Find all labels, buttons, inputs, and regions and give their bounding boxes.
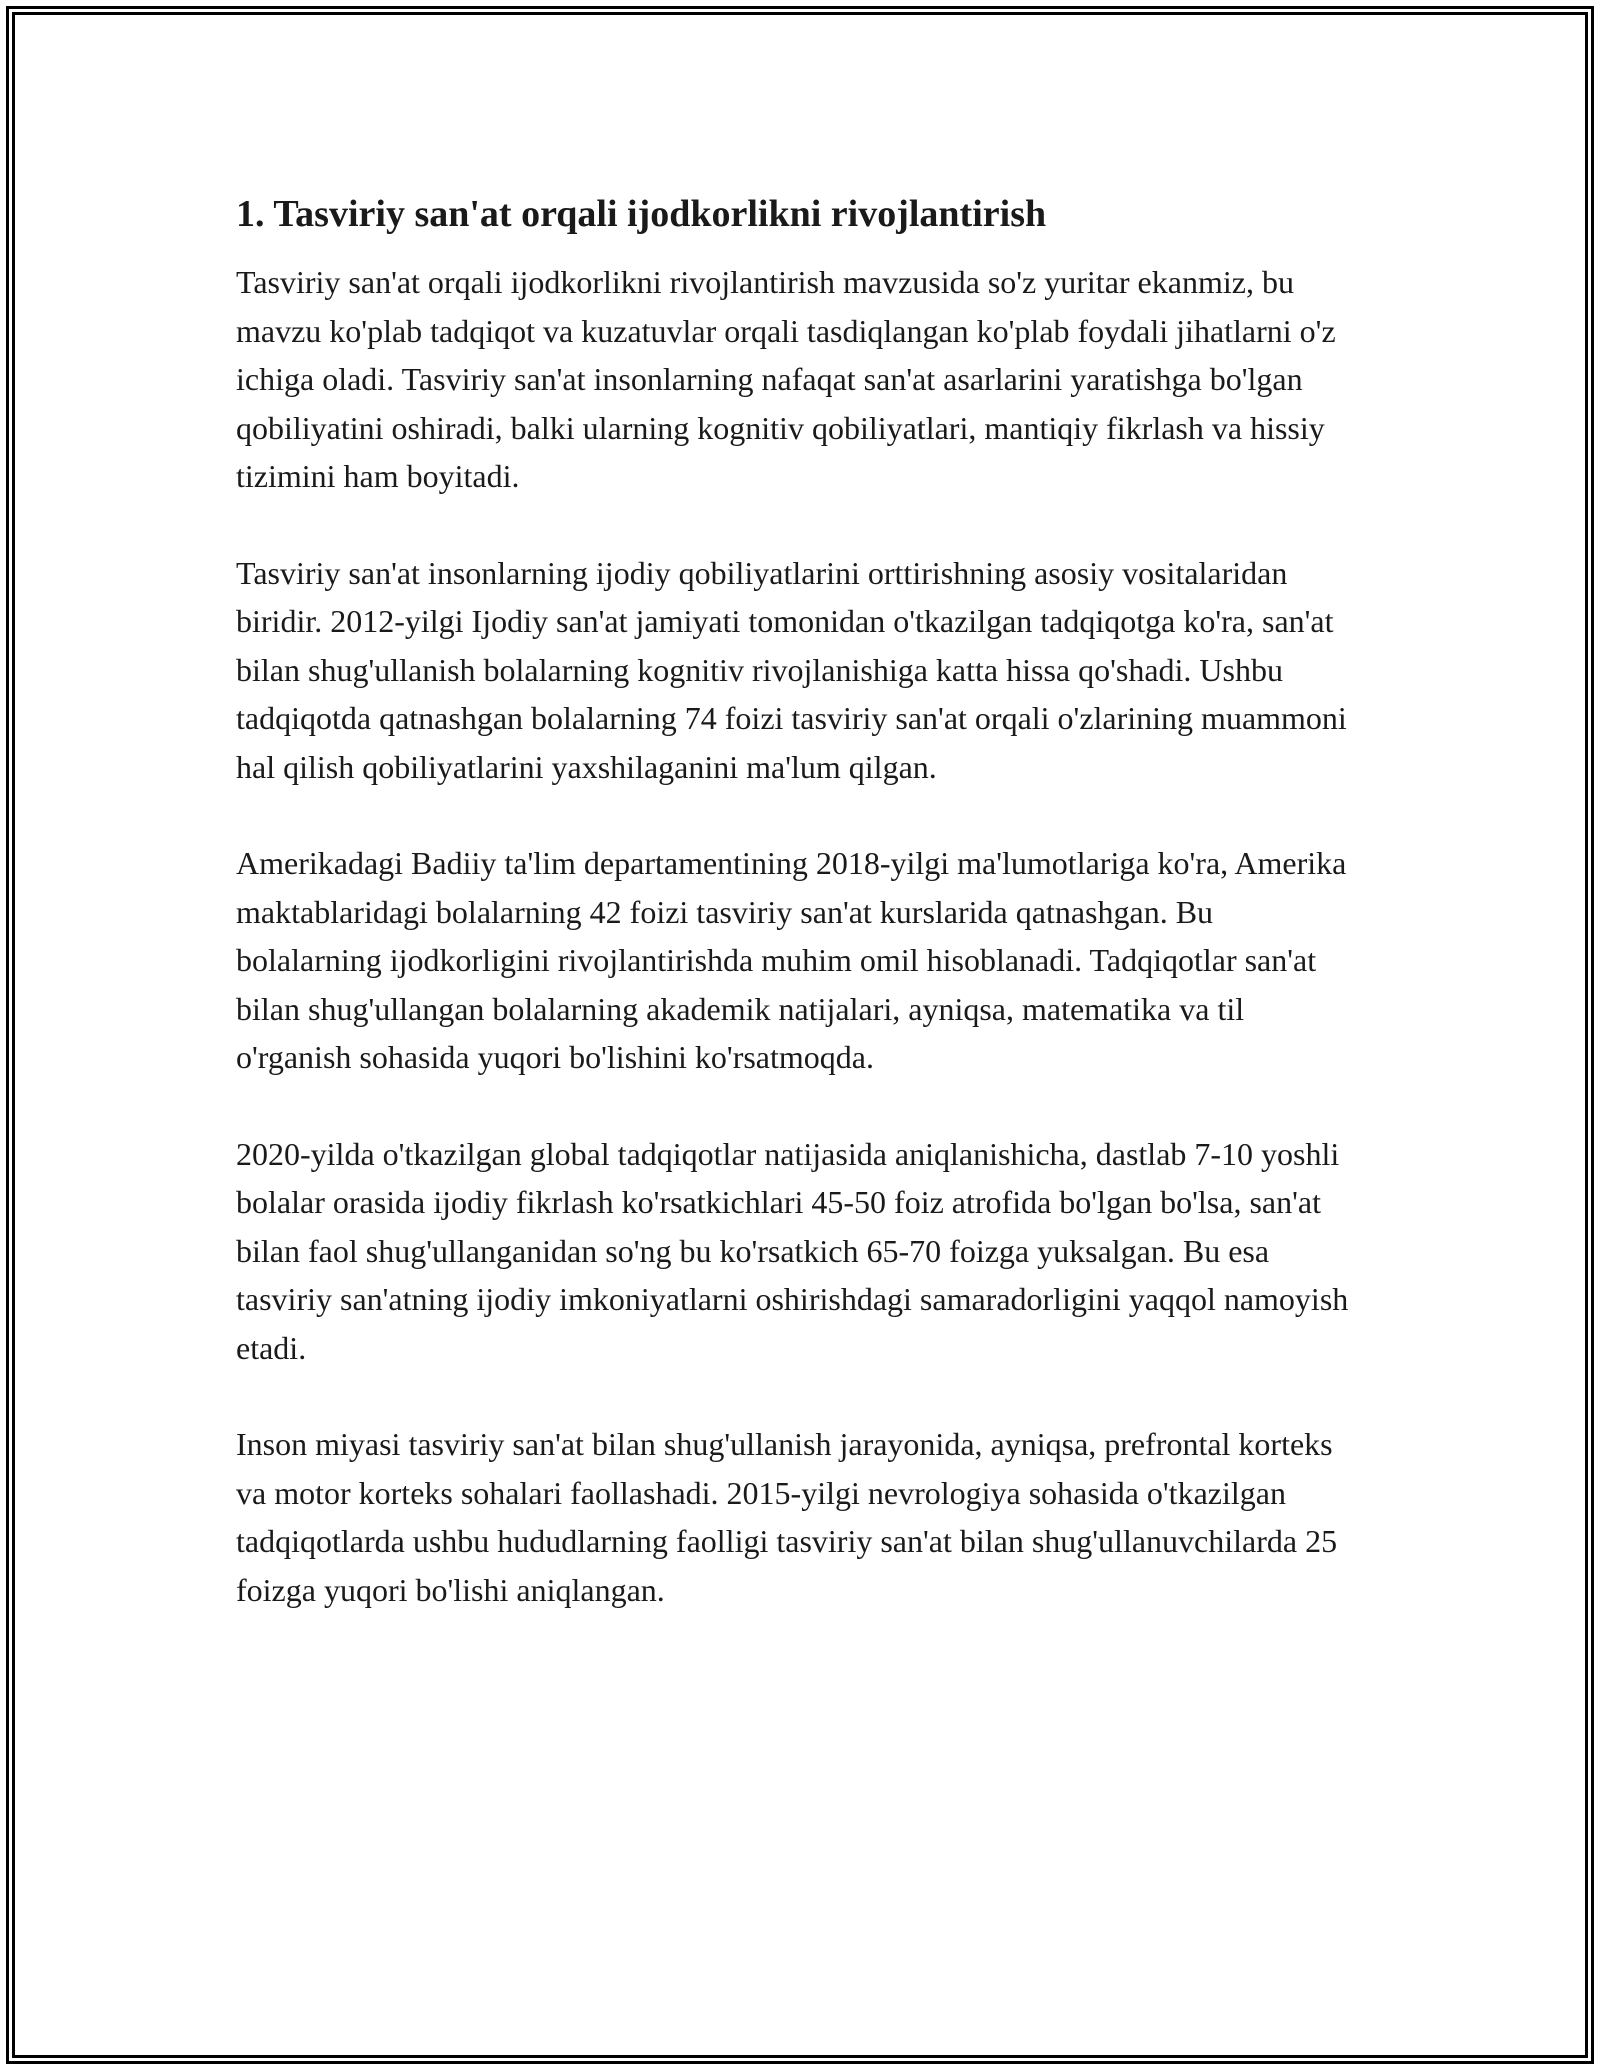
- paragraph-3: Amerikadagi Badiiy ta'lim departamentining 2018-yilgi ma'lumotlariga ko'ra, Amerika maktablaridagi bolalarning 42 foizi tasviriy san'at kurslarida qatnashgan. Bu bolalarning ijodkorligini rivojlantirishda muhim omil hisoblanadi. Tadqiqotlar san'at bilan shug'ullangan bolalarning akademik natijalari, ayniqsa, matematika va til o'rganish sohasida yuqori bo'lishini ko'rsatmoqda.: [236, 845, 1347, 1075]
- paragraph-5: Inson miyasi tasviriy san'at bilan shug'ullanish jarayonida, ayniqsa, prefrontal korteks va motor korteks sohalari faollashadi. 2015-yilgi nevrologiya sohasida o'tkazilgan tadqiqotlarda ushbu hududlarning faolligi tasviriy san'at bilan shug'ullanuvchilarda 25 foizga yuqori bo'lishi aniqlangan.: [236, 1426, 1338, 1608]
- paragraph-2: Tasviriy san'at insonlarning ijodiy qobiliyatlarini orttirishning asosiy vositalaridan biridir. 2012-yilgi Ijodiy san'at jamiyati tomonidan o'tkazilgan tadqiqotga ko'ra, san'at bilan shug'ullanish bolalarning kognitiv rivojlanishiga katta hissa qo'shadi. Ushbu tadqiqotda qatnashgan bolalarning 74 foizi tasviriy san'at orqali o'zlarining muammoni hal qilish qobiliyatlarini yaxshilaganini ma'lum qilgan.: [236, 554, 1347, 785]
- paragraph-4: 2020-yilda o'tkazilgan global tadqiqotlar natijasida aniqlanishicha, dastlab 7-10 yoshli bolalar orasida ijodiy fikrlash ko'rsatkichlari 45-50 foiz atrofida bo'lgan bo'lsa, san'at bilan faol shug'ullanganidan so'ng bu ko'rsatkich 65-70 foizga yuksalgan. Bu esa tasviriy san'atning ijodiy imkoniyatlarni oshirishdagi samaradorligini yaqqol namoyish etadi.: [236, 1135, 1349, 1366]
- section-heading: 1. Tasviriy san'at orqali ijodkorlikni rivojlantirish: [236, 193, 1047, 235]
- paragraph-1: Tasviriy san'at orqali ijodkorlikni rivojlantirish mavzusida so'z yuritar ekanmiz, bu mavzu ko'plab tadqiqot va kuzatuvlar orqali tasdiqlangan ko'plab foydali jihatlarni o'z ichiga oladi. Tasviriy san'at insonlarning nafaqat san'at asarlarini yaratishga bo'lgan qobiliyatini oshiradi, balki ularning kognitiv qobiliyatlari, mantiqiy fikrlash va hissiy tizimini ham boyitadi.: [236, 264, 1336, 494]
- document-body: [236, 190, 1376, 1662]
